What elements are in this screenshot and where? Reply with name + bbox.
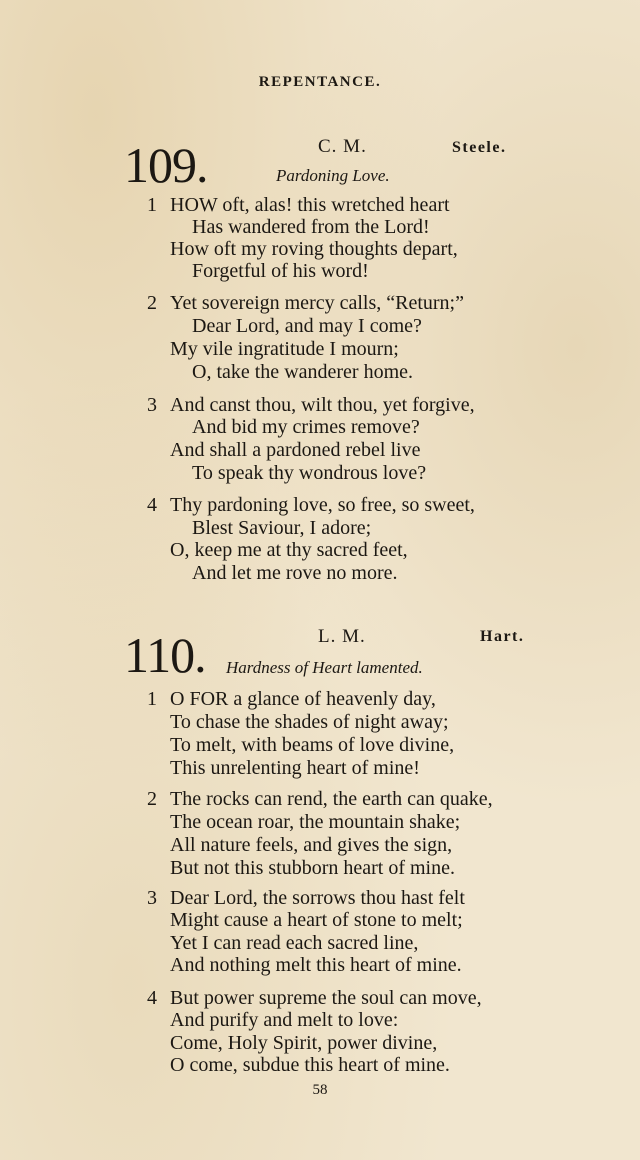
verse-number: 3 <box>147 887 157 909</box>
verse-line: Yet I can read each sacred line, <box>170 932 419 954</box>
hymn-author: Steele. <box>452 139 507 156</box>
verse-line: And bid my crimes remove? <box>192 416 420 438</box>
verse-line: How oft my roving thoughts depart, <box>170 238 458 260</box>
hymn-number: 110. <box>124 627 206 683</box>
hymn-meter: C. M. <box>318 136 367 157</box>
hymn-subtitle: Hardness of Heart lamented. <box>226 658 423 677</box>
verse-line: My vile ingratitude I mourn; <box>170 338 399 360</box>
verse-line: Dear Lord, the sorrows thou hast felt <box>170 887 465 909</box>
verse-number: 4 <box>147 987 157 1009</box>
verse-line: O, take the wanderer home. <box>192 361 414 383</box>
verse-line: To speak thy wondrous love? <box>192 462 427 484</box>
verse-line: This unrelenting heart of mine! <box>170 757 420 779</box>
verse-number: 2 <box>147 788 157 810</box>
running-head: REPENTANCE. <box>258 74 382 90</box>
verse-number: 2 <box>147 292 157 314</box>
verse-line: And shall a pardoned rebel live <box>170 439 421 461</box>
verse-line: And nothing melt this heart of mine. <box>170 954 462 976</box>
verse-line: To melt, with beams of love divine, <box>170 734 455 756</box>
verse-line: And purify and melt to love: <box>170 1009 399 1031</box>
verse-line: The ocean roar, the mountain shake; <box>170 811 461 833</box>
verse-number: 3 <box>147 394 157 416</box>
verse-line: O come, subdue this heart of mine. <box>170 1054 450 1076</box>
hymn-number: 109. <box>124 137 208 193</box>
verse-line: Might cause a heart of stone to melt; <box>170 909 463 931</box>
verse-line: All nature feels, and gives the sign, <box>170 834 453 856</box>
page-number: 58 <box>312 1082 328 1098</box>
verse-line: Yet sovereign mercy calls, “Return;” <box>170 292 464 314</box>
verse-line: Has wandered from the Lord! <box>192 216 430 238</box>
verse-line: To chase the shades of night away; <box>170 711 449 733</box>
verse-line: But not this stubborn heart of mine. <box>170 857 455 879</box>
verse-line: The rocks can rend, the earth can quake, <box>170 788 493 810</box>
verse-line: But power supreme the soul can move, <box>170 987 482 1009</box>
verse-line: And let me rove no more. <box>192 562 398 584</box>
verse-line: Dear Lord, and may I come? <box>192 315 422 337</box>
verse-line: Come, Holy Spirit, power divine, <box>170 1032 438 1054</box>
verse-line: O, keep me at thy sacred feet, <box>170 539 408 561</box>
verse-line: And canst thou, wilt thou, yet forgive, <box>170 394 475 416</box>
verse-number: 1 <box>147 688 157 710</box>
verse-number: 4 <box>147 494 157 516</box>
verse-number: 1 <box>147 194 157 216</box>
verse-line: Thy pardoning love, so free, so sweet, <box>170 494 475 516</box>
hymn-author: Hart. <box>480 628 525 645</box>
verse-line: HOW oft, alas! this wretched heart <box>170 194 450 216</box>
verse-line: Forgetful of his word! <box>192 260 369 282</box>
verse-line: O FOR a glance of heavenly day, <box>170 688 436 710</box>
hymn-meter: L. M. <box>318 626 366 647</box>
hymn-subtitle: Pardoning Love. <box>276 166 390 185</box>
verse-line: Blest Saviour, I adore; <box>192 517 372 539</box>
